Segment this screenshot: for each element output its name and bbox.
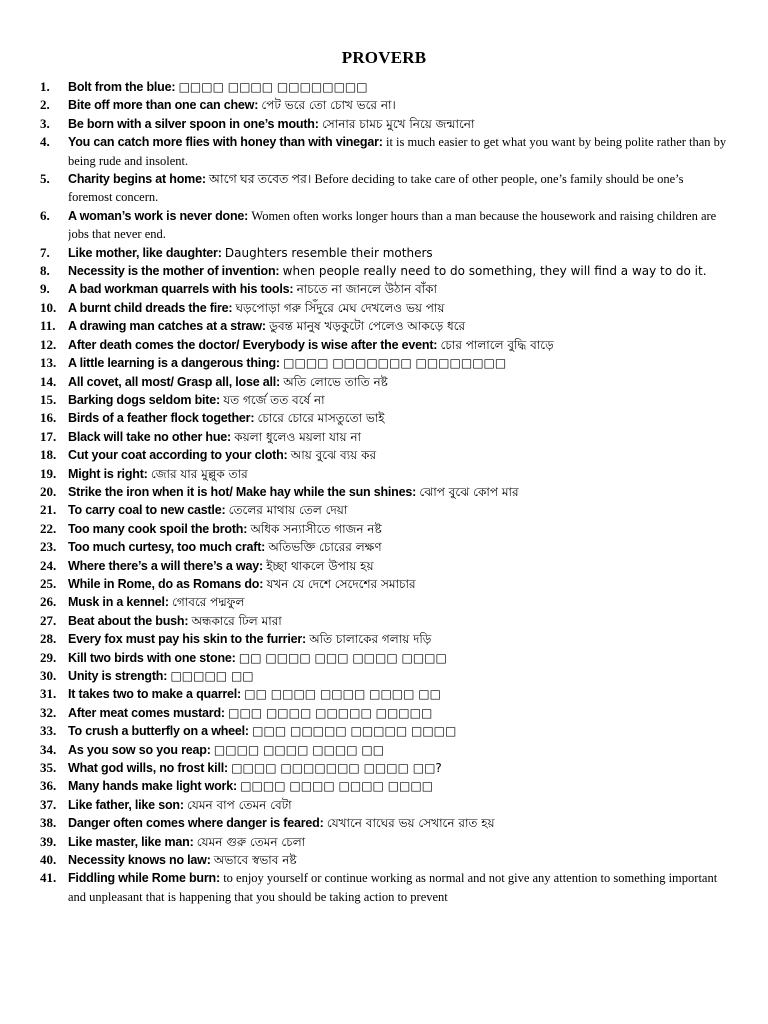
proverb-body [68, 704, 730, 722]
proverb-body [68, 244, 730, 262]
proverb-number: 18. [40, 447, 57, 463]
proverb-body [68, 483, 730, 501]
proverb-number: 11. [40, 318, 56, 334]
proverb-body [68, 299, 730, 317]
proverb-meaning: যেমন গুরু তেমন চেলা [196, 834, 306, 849]
proverb-item [40, 96, 730, 114]
proverb-term: Danger often comes where danger is feared: [68, 816, 324, 831]
proverb-term: Like father, like son: [68, 797, 184, 812]
proverb-meaning: it is much easier to get what you want by being polite rather than by being rude and insolent. [68, 135, 727, 168]
proverb-meaning: অধিক সন্যাসীতে গাজন নষ্ট [250, 521, 382, 536]
proverb-body [68, 391, 730, 409]
proverb-meaning: □□□□ □□□□□□□ □□□□□□□□ [283, 356, 507, 371]
proverb-item [40, 722, 730, 740]
proverb-body [68, 501, 730, 519]
proverb-term: Many hands make light work: [68, 779, 237, 794]
proverb-term: Necessity is the mother of invention: [68, 264, 280, 279]
proverb-item [40, 133, 730, 170]
proverb-number: 24. [40, 557, 57, 573]
proverb-body [68, 428, 730, 446]
proverb-meaning: □□□ □□□□□ □□□□□ □□□□ [252, 724, 457, 739]
proverb-number: 35. [40, 760, 57, 776]
proverb-number: 6. [40, 207, 50, 223]
proverb-meaning: when people really need to do something, they will find a way to do it. [282, 264, 707, 279]
proverb-number: 5. [40, 171, 50, 187]
proverb-number: 34. [40, 741, 57, 757]
proverb-body [68, 262, 730, 280]
proverb-meaning: জোর যার মুল্লুক তার [150, 466, 248, 481]
proverb-item [40, 317, 730, 335]
proverb-list [40, 78, 730, 906]
proverb-body [68, 593, 730, 611]
proverb-meaning: □□ □□□□ □□□ □□□□ □□□□ [238, 650, 447, 665]
proverb-item [40, 851, 730, 869]
proverb-term: Too many cook spoil the broth: [68, 521, 248, 536]
proverb-number: 14. [40, 373, 57, 389]
proverb-term: A burnt child dreads the fire: [68, 300, 233, 315]
proverb-term: Like master, like man: [68, 834, 194, 849]
proverb-meaning: পেট ভরে তো চোখ ভরে না। [261, 98, 396, 113]
proverb-body [68, 465, 730, 483]
proverb-term: Black will take no other hue: [68, 429, 231, 444]
proverb-term: Every fox must pay his skin to the furrier: [68, 632, 306, 647]
proverb-term: Fiddling while Rome burn: [68, 871, 220, 886]
proverb-meaning: □□□ □□□□ □□□□□ □□□□□ [228, 705, 433, 720]
proverb-meaning: □□□□□ □□ [170, 669, 254, 683]
proverb-body [68, 96, 730, 114]
proverb-meaning: □□ □□□□ □□□□ □□□□ □□ [244, 687, 441, 702]
proverb-number: 40. [40, 852, 57, 868]
proverb-term: Necessity knows no law: [68, 853, 211, 868]
proverb-body [68, 869, 730, 906]
proverb-term: Bolt from the blue: [68, 80, 176, 94]
proverb-meaning: তেলের মাথায় তেল দেয়া [228, 503, 348, 518]
proverb-term: Where there’s a will there’s a way: [68, 558, 263, 573]
proverb-item [40, 336, 730, 354]
proverb-meaning: যখন যে দেশে সেদেশের সমাচার [266, 576, 416, 591]
proverb-item [40, 391, 730, 409]
proverb-body [68, 612, 730, 630]
proverb-item [40, 796, 730, 814]
proverb-item [40, 428, 730, 446]
proverb-number: 13. [40, 355, 57, 371]
proverb-item [40, 373, 730, 391]
proverb-body [68, 649, 730, 667]
proverb-term: A woman’s work is never done: [68, 208, 249, 223]
proverb-body [68, 538, 730, 556]
proverb-body [68, 207, 730, 244]
proverb-body [68, 796, 730, 814]
proverb-meaning: অন্ধকারে ঢিল মারা [191, 613, 282, 628]
proverb-meaning: to enjoy yourself or continue working as normal and not give any attention to something important and unpleasant that is happening that you should be taking action to prevent [68, 871, 718, 904]
proverb-body [68, 115, 730, 133]
proverb-item [40, 685, 730, 703]
proverb-term: As you sow so you reap: [68, 742, 211, 757]
proverb-number: 41. [40, 870, 57, 886]
proverb-body [68, 520, 730, 538]
proverb-meaning: আয় বুঝে ব্যয় কর [290, 448, 377, 463]
proverb-body [68, 133, 730, 170]
proverb-term: After meat comes mustard: [68, 705, 225, 720]
proverb-body [68, 446, 730, 464]
proverb-item [40, 299, 730, 317]
proverb-meaning: Daughters resemble their mothers [224, 245, 433, 260]
proverb-term: While in Rome, do as Romans do: [68, 576, 264, 591]
proverb-meaning: যেখানে বাঘের ভয় সেখানে রাত হয় [326, 816, 495, 831]
proverb-meaning: নাচতে না জানলে উঠান বাঁকা [296, 282, 437, 297]
proverb-number: 30. [40, 668, 57, 683]
proverb-item [40, 593, 730, 611]
proverb-number: 12. [40, 336, 57, 352]
proverb-meaning: অতি লোভে তাতি নষ্ট [283, 374, 388, 389]
proverb-meaning: ঘড়পোড়া গরু সিঁদুরে মেঘ দেখলেও ভয় পায় [235, 300, 445, 315]
proverb-term: Birds of a feather flock together: [68, 411, 255, 426]
proverb-item [40, 759, 730, 777]
proverb-meaning: চোরে চোরে মাসতুতো ভাই [257, 411, 385, 426]
proverb-meaning: গোবরে পদ্মফুল [172, 595, 245, 610]
proverb-term: A little learning is a dangerous thing: [68, 356, 280, 371]
proverb-number: 19. [40, 465, 57, 481]
proverb-meaning: □□□□ □□□□ □□□□ □□ [213, 742, 385, 757]
proverb-number: 26. [40, 594, 57, 610]
proverb-term: Might is right: [68, 466, 148, 481]
proverb-meaning: চোর পালালে বুদ্ধি বাড়ে [440, 337, 554, 352]
proverb-number: 9. [40, 281, 50, 297]
proverb-meaning: □□□□ □□□□ □□□□ □□□□ [240, 779, 434, 794]
proverb-item [40, 78, 730, 96]
proverb-body [68, 557, 730, 575]
proverb-item [40, 465, 730, 483]
proverb-item [40, 538, 730, 556]
proverb-term: You can catch more flies with honey than with vinegar: [68, 135, 383, 150]
proverb-item [40, 667, 730, 685]
proverb-body [68, 814, 730, 832]
proverb-meaning: ইচ্ছা থাকলে উপায় হয় [266, 558, 374, 573]
proverb-body [68, 833, 730, 851]
proverb-number: 37. [40, 796, 57, 812]
proverb-item [40, 409, 730, 427]
proverb-body [68, 575, 730, 593]
proverb-term: Unity is strength: [68, 669, 168, 683]
proverb-body [68, 354, 730, 372]
proverb-number: 32. [40, 704, 57, 720]
proverb-number: 15. [40, 391, 57, 407]
proverb-item [40, 483, 730, 501]
proverb-body [68, 722, 730, 740]
proverb-meaning: Women often works longer hours than a man because the housework and raising children are jobs that never end. [68, 208, 717, 242]
proverb-body [68, 759, 730, 777]
proverb-item [40, 446, 730, 464]
proverb-number: 3. [40, 115, 50, 131]
proverb-term: It takes two to make a quarrel: [68, 687, 242, 702]
proverb-number: 28. [40, 631, 57, 647]
proverb-meaning: ডুবন্ত মানুষ খড়কুটো পেলেও আকড়ে ধরে [269, 319, 466, 334]
proverb-meaning: □□□□ □□□□□□□ □□□□ □□? [231, 761, 442, 776]
proverb-body [68, 170, 730, 207]
proverb-item [40, 115, 730, 133]
proverb-term: After death comes the doctor/ Everybody is wise after the event: [68, 337, 438, 352]
proverb-number: 2. [40, 97, 50, 113]
proverb-term: Charity begins at home: [68, 172, 206, 187]
proverb-meaning: যত গর্জে তত বর্ষে না [223, 392, 325, 407]
proverb-body [68, 373, 730, 391]
proverb-meaning: □□□□ □□□□ □□□□□□□□ [178, 80, 368, 94]
page-title: PROVERB [341, 48, 427, 67]
proverb-body [68, 667, 730, 685]
proverb-item [40, 354, 730, 372]
proverb-term: Bite off more than one can chew: [68, 98, 259, 113]
proverb-number: 36. [40, 778, 57, 794]
proverb-item [40, 557, 730, 575]
proverb-item [40, 741, 730, 759]
proverb-meaning: অভাবে স্বভাব নষ্ট [213, 853, 297, 868]
proverb-item [40, 814, 730, 832]
proverb-term: Beat about the bush: [68, 613, 189, 628]
proverb-body [68, 741, 730, 759]
proverb-term: Like mother, like daughter: [68, 245, 222, 260]
proverb-item [40, 280, 730, 298]
proverb-term: A bad workman quarrels with his tools: [68, 282, 294, 297]
proverb-item [40, 612, 730, 630]
proverb-body [68, 851, 730, 869]
proverb-body [68, 336, 730, 354]
proverb-item [40, 207, 730, 244]
proverb-meaning: ঝোপ বুঝে কোপ মার [419, 484, 519, 499]
proverb-number: 10. [40, 299, 57, 315]
proverb-number: 17. [40, 428, 57, 444]
proverb-term: Musk in a kennel: [68, 595, 169, 610]
proverb-item [40, 501, 730, 519]
proverb-term: Cut your coat according to your cloth: [68, 448, 288, 463]
proverb-meaning: কয়লা ধুলেও ময়লা যায় না [234, 429, 361, 444]
proverb-meaning: অতি চালাকের গলায় দড়ি [309, 632, 432, 647]
proverb-term: To crush a butterfly on a wheel: [68, 724, 249, 739]
proverb-number: 4. [40, 134, 50, 150]
proverb-number: 38. [40, 815, 57, 831]
proverb-number: 29. [40, 649, 57, 665]
proverb-item [40, 777, 730, 795]
proverb-number: 21. [40, 502, 57, 518]
proverb-item [40, 649, 730, 667]
proverb-term: Strike the iron when it is hot/ Make hay while the sun shines: [68, 484, 417, 499]
proverb-item [40, 170, 730, 207]
proverb-item [40, 520, 730, 538]
proverb-number: 39. [40, 833, 57, 849]
proverb-item [40, 833, 730, 851]
proverb-body [68, 630, 730, 648]
proverb-meaning: অতিভক্তি চোরের লক্ষণ [268, 540, 382, 555]
proverb-term: Too much curtesy, too much craft: [68, 540, 266, 555]
proverb-item [40, 704, 730, 722]
proverb-number: 33. [40, 723, 57, 739]
proverb-number: 23. [40, 539, 57, 555]
proverb-body [68, 317, 730, 335]
proverb-number: 25. [40, 575, 57, 591]
proverb-item [40, 869, 730, 906]
proverb-number: 22. [40, 520, 57, 536]
proverb-body [68, 777, 730, 795]
proverb-term: All covet, all most/ Grasp all, lose all: [68, 374, 281, 389]
proverb-term: Kill two birds with one stone: [68, 650, 236, 665]
proverb-term: To carry coal to new castle: [68, 503, 226, 518]
proverb-number: 1. [40, 79, 50, 94]
proverb-number: 8. [40, 263, 50, 279]
proverb-body [68, 409, 730, 427]
proverb-item [40, 262, 730, 280]
proverb-term: Barking dogs seldom bite: [68, 392, 220, 407]
proverb-term: A drawing man catches at a straw: [68, 319, 266, 334]
proverb-number: 7. [40, 244, 50, 260]
proverb-item [40, 630, 730, 648]
proverb-number: 16. [40, 410, 57, 426]
proverb-meaning: যেমন বাপ তেমন বেটা [187, 797, 292, 812]
proverb-body [68, 685, 730, 703]
proverb-term: Be born with a silver spoon in one’s mouth: [68, 116, 319, 131]
proverb-number: 20. [40, 483, 57, 499]
proverb-meaning: সোনার চামচ মুখে নিয়ে জন্মানো [321, 116, 475, 131]
proverb-body [68, 78, 730, 96]
proverb-number: 31. [40, 686, 57, 702]
proverb-meaning: আগে ঘর তবেত পর। Before deciding to take care of other people, one’s family should be one’s foremost concern. [68, 172, 684, 205]
proverb-term: What god wills, no frost kill: [68, 761, 228, 776]
proverb-body [68, 280, 730, 298]
proverb-item [40, 575, 730, 593]
proverb-item [40, 244, 730, 262]
proverb-number: 27. [40, 612, 57, 628]
